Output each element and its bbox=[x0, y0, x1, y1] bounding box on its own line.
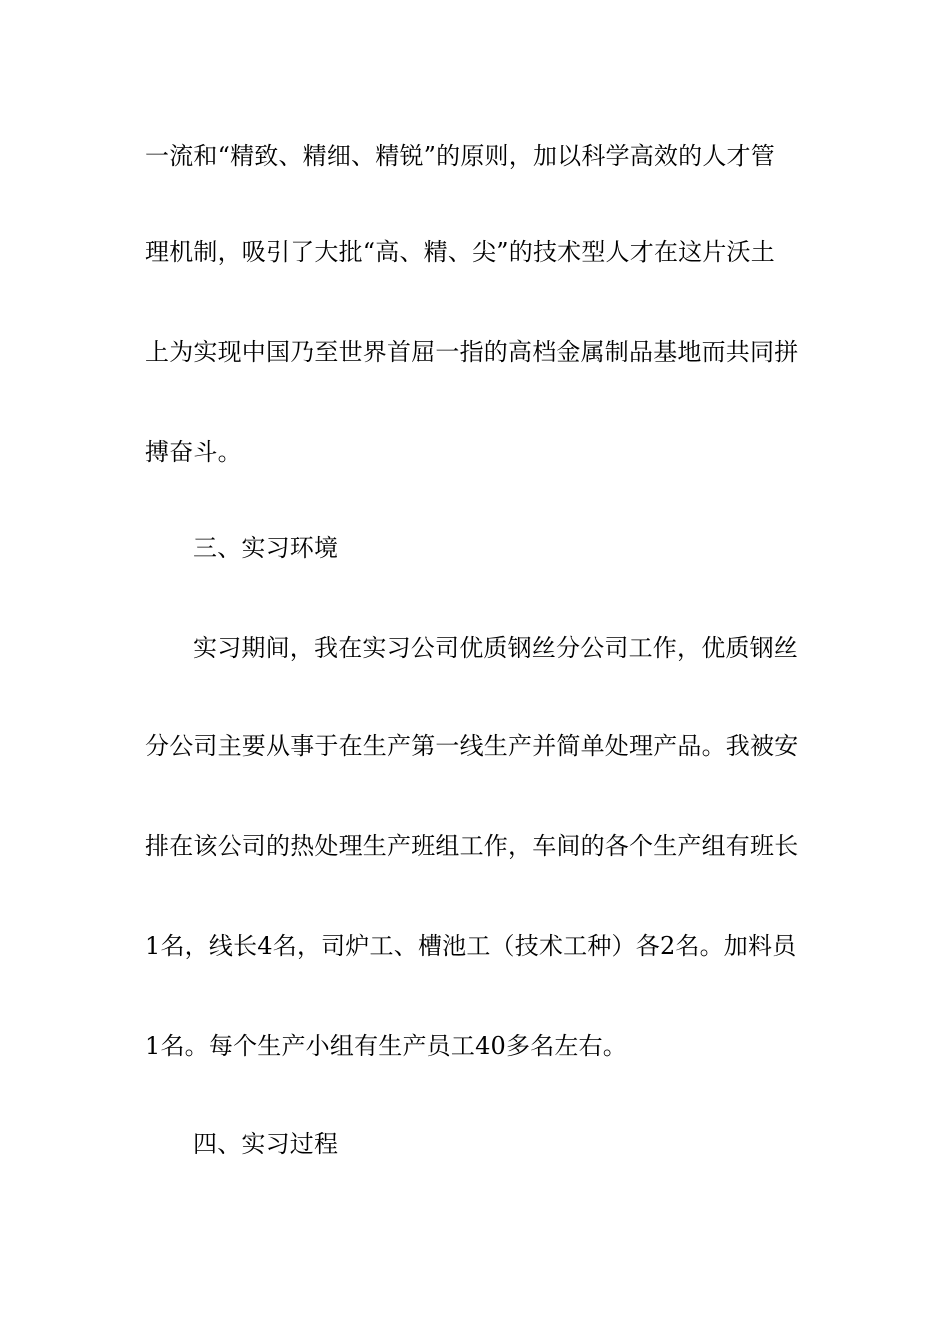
paragraph-line-2: 理机制，吸引了大批“高、精、尖”的技术型人才在这片沃土 bbox=[145, 238, 775, 266]
section-heading-environment: 三、实习环境 bbox=[193, 534, 339, 562]
paragraph-line-8: 1名，线长4名，司炉工、槽池工（技术工种）各2名。加料员 bbox=[145, 932, 797, 960]
section-heading-process: 四、实习过程 bbox=[193, 1130, 339, 1158]
paragraph-line-3: 上为实现中国乃至世界首屈一指的高档金属制品基地而共同拼 bbox=[145, 338, 799, 366]
paragraph-line-5: 实习期间，我在实习公司优质钢丝分公司工作，优质钢丝 bbox=[193, 634, 798, 662]
paragraph-line-1: 一流和“精致、精细、精锐”的原则，加以科学高效的人才管 bbox=[145, 142, 775, 170]
paragraph-line-7: 排在该公司的热处理生产班组工作，车间的各个生产组有班长 bbox=[145, 832, 799, 860]
paragraph-line-4: 搏奋斗。 bbox=[145, 438, 242, 466]
paragraph-line-6: 分公司主要从事于在生产第一线生产并简单处理产品。我被安 bbox=[145, 732, 799, 760]
paragraph-line-9: 1名。每个生产小组有生产员工40多名左右。 bbox=[145, 1032, 628, 1060]
